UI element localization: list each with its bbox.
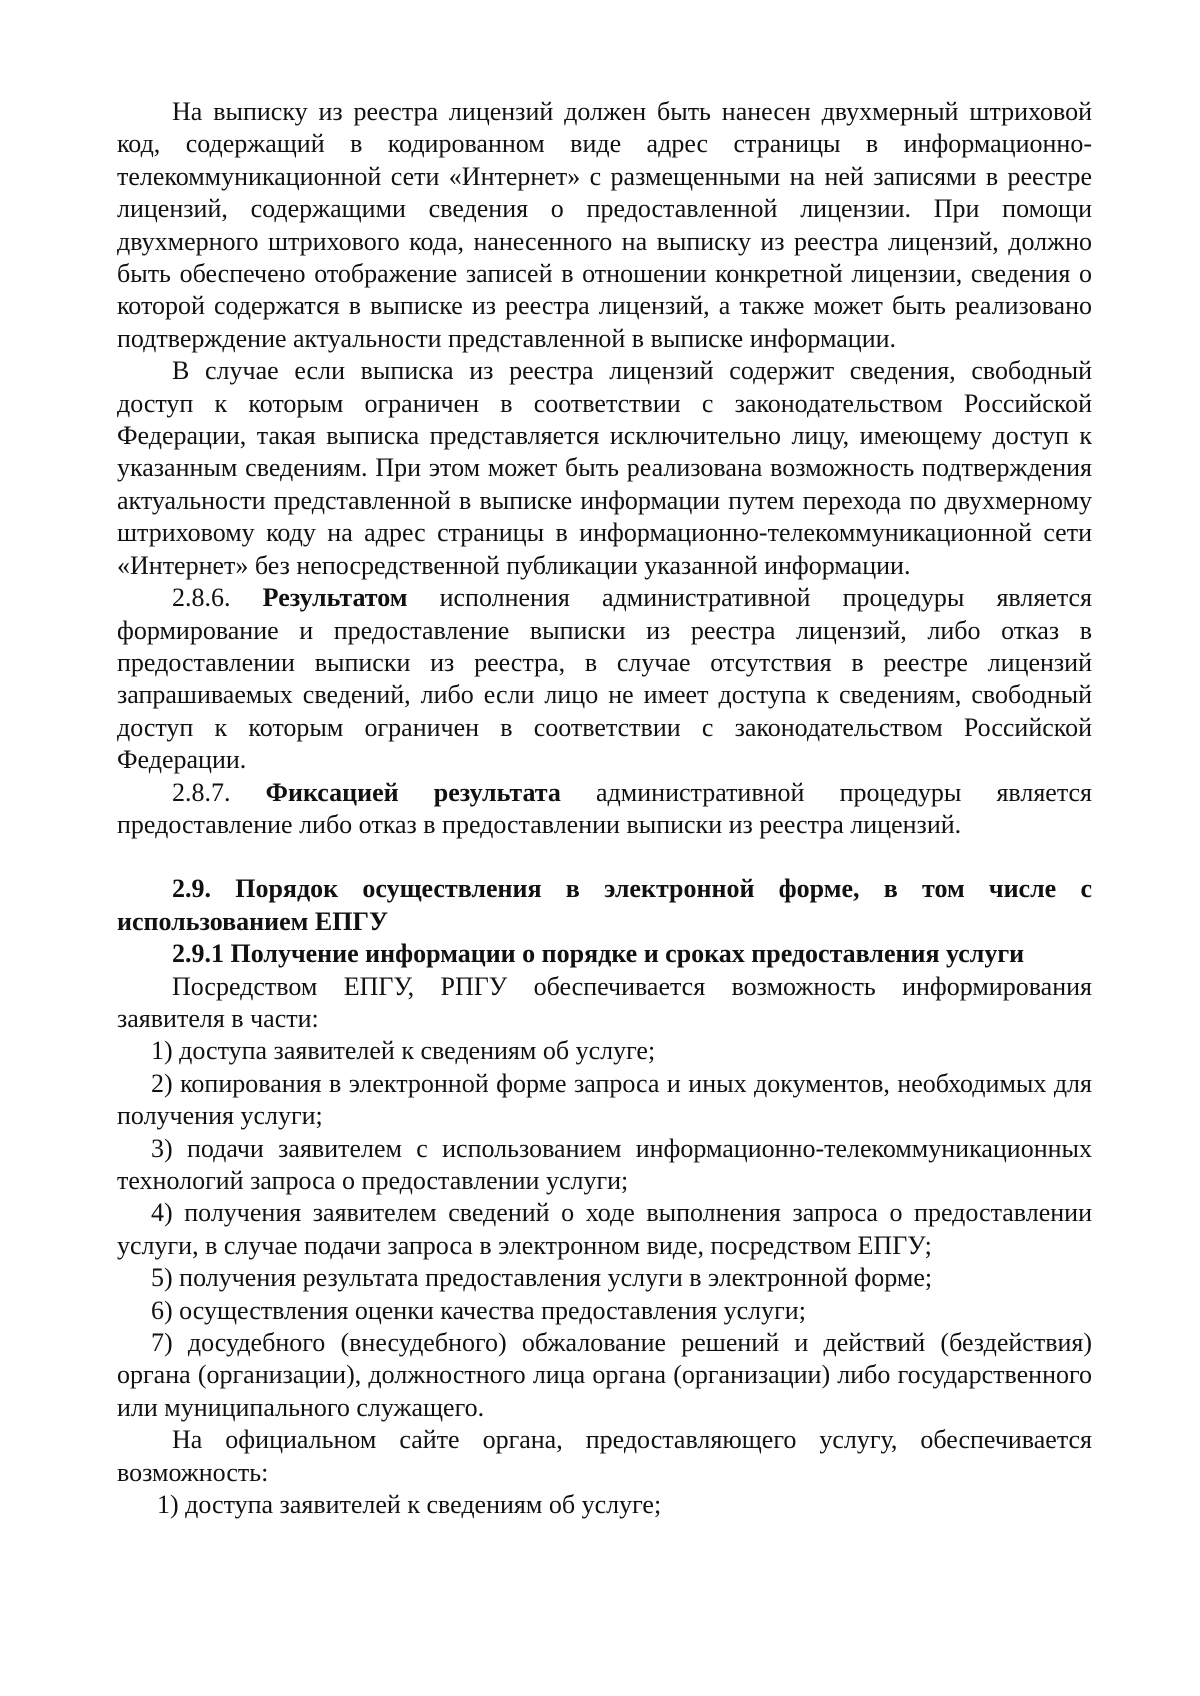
list-item: 2) копирования в электронной форме запроса и иных документов, необходимых для получения услуги; xyxy=(117,1068,1092,1131)
list-item: 1) доступа заявителей к сведениям об услуге; xyxy=(151,1036,656,1066)
section-heading-2-9: 2.9. Порядок осуществления в электронной форме, в том числе с использованием ЕПГУ xyxy=(117,874,1092,936)
paragraph-result xyxy=(117,582,1092,776)
paragraph-barcode: На выписку из реестра лицензий должен быть нанесен двухмерный штриховой код, содержащий в кодированном виде адрес страницы в информационно-телекоммуникационной сети «Интернет» с размещенными на ней записями в реестре лицензий, содержащими сведения о предоставленной лицензии. При помощи двухмерного штрихового кода, нанесенного на выписку из реестра лицензий, должно быть обеспечено отображение записей в отношении конкретной лицензии, сведения о которой содержатся в выписке из реестра лицензий, а также может быть реализовано подтверждение актуальности представленной в выписке информации. xyxy=(117,97,1092,353)
section-heading-2-9-1: 2.9.1 Получение информации о порядке и сроках предоставления услуги xyxy=(172,939,1025,969)
paragraph-official-site: На официальном сайте органа, предоставляющего услугу, обеспечивается возможность: xyxy=(117,1425,1092,1487)
paragraph-epgu-intro: Посредством ЕПГУ, РПГУ обеспечивается возможность информирования заявителя в части: xyxy=(117,971,1092,1033)
clause-number: 2.8.7. xyxy=(172,777,231,807)
list-item: 7) досудебного (внесудебного) обжалование решений и действий (бездействия) органа (организации), должностного лица органа (организации) либо государственного или муниципального служащего. xyxy=(117,1328,1092,1422)
list-item: 6) осуществления оценки качества предоставления услуги; xyxy=(151,1295,806,1325)
paragraph-restricted-access: В случае если выписка из реестра лицензий содержит сведения, свободный доступ к которым ограничен в соответствии с законодательством Российской Федерации, такая выписка представляется исключительно лицу, имеющему доступ к указанным сведениям. При этом может быть реализована возможность подтверждения актуальности представленной в выписке информации путем перехода по двухмерному штриховому коду на адрес страницы в информационно-телекоммуникационной сети «Интернет» без непосредственной публикации указанной информации. xyxy=(117,356,1092,580)
clause-text: исполнения административной процедуры является формирование и предоставление выписки из реестра лицензий, либо отказ в предоставлении выписки из реестра, в случае отсутствия в реестре лицензий запрашиваемых сведений, либо если лицо не имеет доступа к сведениям, свободный доступ к которым ограничен в соответствии с законодательством Российской Федерации. xyxy=(117,583,1093,775)
list-item: 3) подачи заявителем с использованием информационно-телекоммуникационных технологий запроса о предоставлении услуги; xyxy=(117,1133,1092,1195)
document-body xyxy=(117,96,1092,1521)
list-item: 1) доступа заявителей к сведениям об услуге; xyxy=(157,1490,662,1520)
list-item: 5) получения результата предоставления услуги в электронной форме; xyxy=(151,1263,933,1293)
bold-term: Фиксацией результата xyxy=(265,777,561,807)
paragraph-fixation xyxy=(117,777,1092,842)
clause-number: 2.8.6. xyxy=(172,583,231,613)
bold-term: Результатом xyxy=(262,583,408,613)
clause-text: административной процедуры является предоставление либо отказ в предоставлении выписки из реестра лицензий. xyxy=(117,777,1092,839)
list-item: 4) получения заявителем сведений о ходе выполнения запроса о предоставлении услуги, в случае подачи запроса в электронном виде, посредством ЕПГУ; xyxy=(117,1198,1092,1260)
